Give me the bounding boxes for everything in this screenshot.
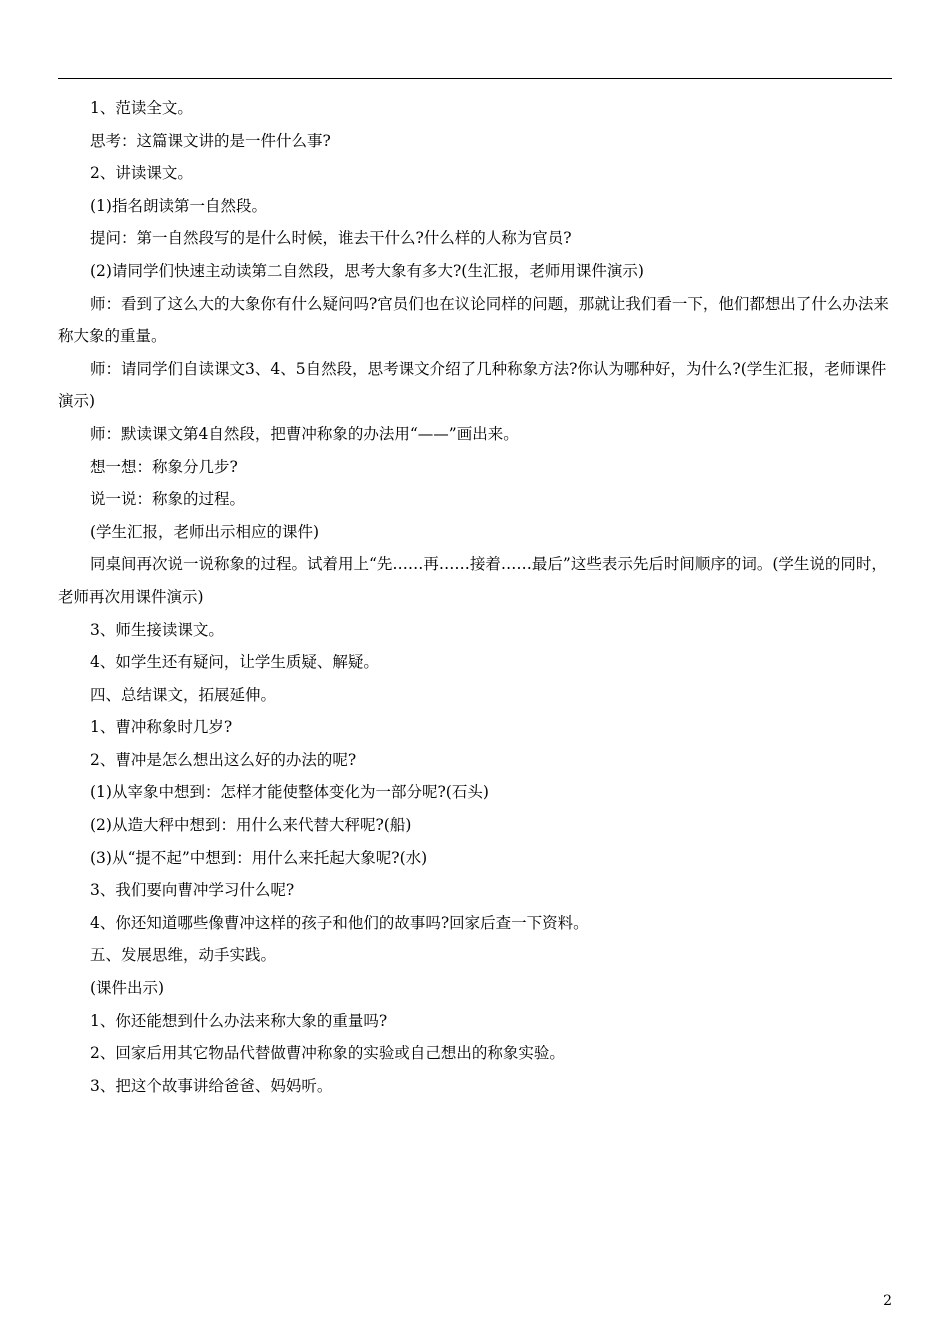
paragraph: 师：默读课文第4自然段，把曹冲称象的办法用“——”画出来。: [90, 424, 519, 443]
section-heading: 五、发展思维，动手实践。: [90, 946, 277, 965]
paragraph: (2)请同学们快速主动读第二自然段，思考大象有多大?(生汇报，老师用课件演示): [90, 261, 644, 280]
paragraph: 2、回家后用其它物品代替做曹冲称象的实验或自己想出的称象实验。: [90, 1044, 565, 1063]
paragraph: 3、我们要向曹冲学习什么呢?: [90, 881, 295, 900]
paragraph: (课件出示): [90, 979, 165, 998]
header-rule: [58, 78, 892, 79]
paragraph: (1)指名朗读第一自然段。: [90, 196, 267, 215]
section-heading: 四、总结课文，拓展延伸。: [90, 685, 277, 704]
paragraph: 想一想：称象分几步?: [90, 457, 238, 476]
paragraph: (学生汇报，老师出示相应的课件): [90, 522, 320, 541]
paragraph: 说一说：称象的过程。: [90, 490, 246, 509]
paragraph: (2)从造大秤中想到：用什么来代替大秤呢?(船): [90, 816, 412, 835]
document-body: [58, 92, 892, 1102]
paragraph: 提问：第一自然段写的是什么时候，谁去干什么?什么样的人称为官员?: [90, 229, 572, 248]
paragraph: 师：看到了这么大的大象你有什么疑问吗?官员们也在议论同样的问题，那就让我们看一下，他们都想出了什么办法来称大象的重量。: [58, 294, 889, 346]
paragraph: 师：请同学们自读课文3、4、5自然段，思考课文介绍了几种称象方法?你认为哪种好，为什么?(学生汇报，老师课件演示): [58, 359, 887, 411]
paragraph: 3、把这个故事讲给爸爸、妈妈听。: [90, 1076, 333, 1095]
paragraph: 2、曹冲是怎么想出这么好的办法的呢?: [90, 750, 357, 769]
paragraph: 4、如学生还有疑问，让学生质疑、解疑。: [90, 653, 379, 672]
page-number: 2: [883, 1293, 892, 1309]
paragraph: 1、曹冲称象时几岁?: [90, 718, 233, 737]
paragraph: (3)从“提不起”中想到：用什么来托起大象呢?(水): [90, 848, 428, 867]
paragraph: 1、范读全文。: [90, 99, 193, 117]
paragraph: 思考：这篇课文讲的是一件什么事?: [90, 131, 331, 150]
paragraph: 2、讲读课文。: [90, 164, 193, 183]
paragraph: (1)从宰象中想到：怎样才能使整体变化为一部分呢?(石头): [90, 783, 489, 802]
paragraph: 4、你还知道哪些像曹冲这样的孩子和他们的故事吗?回家后查一下资料。: [90, 913, 589, 932]
paragraph: 3、师生接读课文。: [90, 620, 224, 639]
paragraph: 1、你还能想到什么办法来称大象的重量吗?: [90, 1011, 388, 1030]
paragraph: 同桌间再次说一说称象的过程。试着用上“先……再……接着……最后”这些表示先后时间顺序的词。(学生说的同时，老师再次用课件演示): [58, 555, 887, 606]
